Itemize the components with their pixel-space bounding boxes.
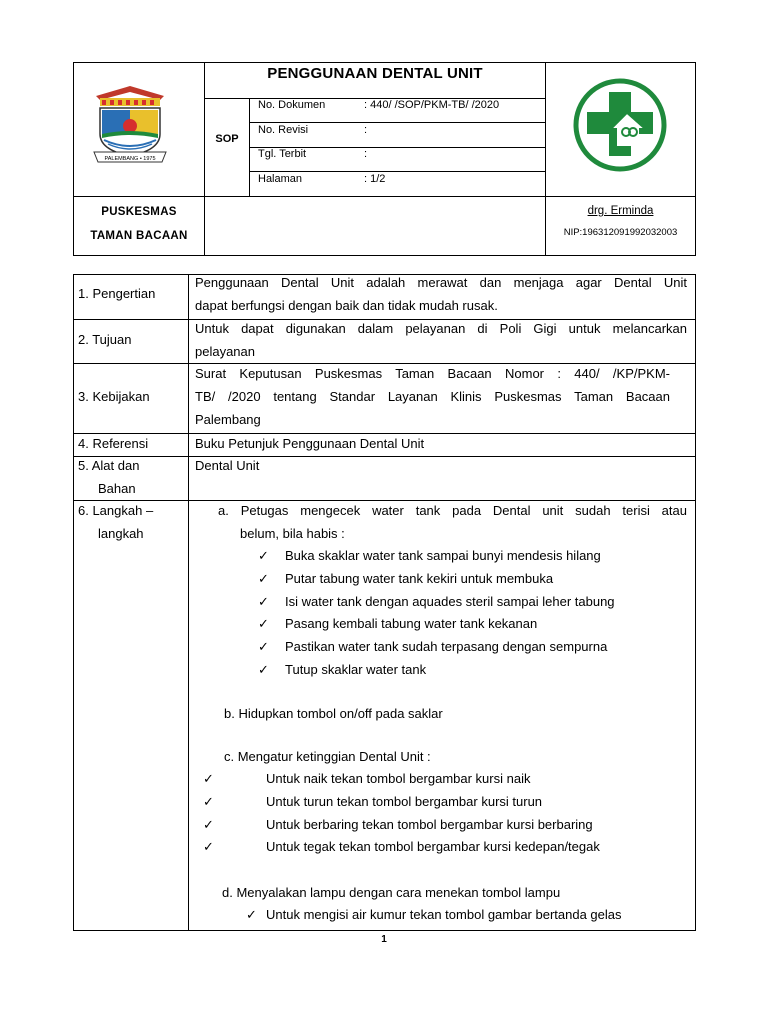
header-divider	[249, 122, 545, 123]
text-line: Untuk dapat digunakan dalam pelayanan di Poli Gigi untuk melancarkan	[195, 321, 687, 336]
text-line: pelayanan	[195, 344, 255, 359]
puskesmas-logo-icon	[573, 78, 667, 172]
check-icon: ✓	[203, 839, 214, 854]
step-a-item: Pastikan water tank sudah terpasang dengan sempurna	[285, 639, 608, 654]
section-label-pengertian: 1. Pengertian	[78, 286, 156, 301]
city-logo-icon	[90, 82, 170, 168]
step-c-item: Untuk berbaring tekan tombol bergambar kursi berbaring	[266, 817, 593, 832]
signer-name: drg. Erminda	[587, 205, 654, 217]
field-value-no-revisi: :	[364, 124, 368, 136]
check-icon: ✓	[258, 639, 269, 654]
step-a-item: Putar tabung water tank kekiri untuk membuka	[285, 571, 554, 586]
text-line: dapat berfungsi dengan baik dan tidak mudah rusak.	[195, 298, 498, 313]
section-label-kebijakan: 3. Kebijakan	[78, 389, 150, 404]
section-label-referensi: 4. Referensi	[78, 436, 149, 451]
section-text-kebijakan	[195, 362, 670, 431]
label-line: 6. Langkah –	[78, 503, 154, 518]
label-line: Bahan	[98, 481, 136, 496]
sop-label: SOP	[215, 133, 239, 145]
header-divider	[249, 171, 545, 172]
label-line: 5. Alat dan	[78, 458, 140, 473]
section-text-referensi: Buku Petunjuk Penggunaan Dental Unit	[195, 436, 425, 451]
check-icon: ✓	[203, 794, 214, 809]
section-text-alat-bahan: Dental Unit	[195, 458, 260, 473]
step-a-item: Isi water tank dengan aquades steril sampai leher tabung	[285, 594, 615, 609]
step-c-item: Untuk turun tekan tombol bergambar kursi turun	[266, 794, 543, 809]
step-a: a. Petugas mengecek water tank pada Dental unit sudah terisi atau	[218, 503, 687, 518]
document-title: PENGGUNAAN DENTAL UNIT	[267, 65, 483, 82]
step-a-item: Buka skaklar water tank sampai bunyi mendesis hilang	[285, 548, 601, 563]
table-row-divider	[73, 456, 696, 457]
header-divider	[73, 196, 696, 197]
text-line: Palembang	[195, 412, 261, 427]
field-value-no-dokumen: : 440/ /SOP/PKM-TB/ /2020	[364, 99, 500, 111]
check-icon: ✓	[258, 662, 269, 677]
text-line: Surat Keputusan Puskesmas Taman Bacaan Nomor : 440/ /KP/PKM-	[195, 366, 670, 381]
field-label-halaman: Halaman	[258, 173, 303, 185]
label-line: langkah	[98, 526, 144, 541]
step-a-item: Tutup skaklar water tank	[285, 662, 427, 677]
step-c-item: Untuk tegak tekan tombol bergambar kursi kedepan/tegak	[266, 839, 600, 854]
organization-line-2: TAMAN BACAAN	[90, 230, 188, 242]
check-icon: ✓	[258, 594, 269, 609]
signer-nip: NIP:196312091992032003	[563, 227, 678, 238]
check-icon: ✓	[246, 907, 257, 922]
step-a-continuation: belum, bila habis :	[240, 526, 345, 541]
step-c-item: Untuk naik tekan tombol bergambar kursi naik	[266, 771, 531, 786]
section-label-langkah	[78, 499, 153, 545]
field-label-tgl-terbit: Tgl. Terbit	[258, 148, 307, 160]
organization-line-1: PUSKESMAS	[101, 206, 177, 218]
table-column-divider	[188, 274, 189, 931]
check-icon: ✓	[258, 616, 269, 631]
step-d: d. Menyalakan lampu dengan cara menekan tombol lampu	[222, 885, 561, 900]
step-c: c. Mengatur ketinggian Dental Unit :	[224, 749, 431, 764]
check-icon: ✓	[203, 817, 214, 832]
section-label-alat-bahan	[78, 454, 139, 500]
text-line: TB/ /2020 tentang Standar Layanan Klinis Puskesmas Taman Bacaan	[195, 389, 670, 404]
step-b: b. Hidupkan tombol on/off pada saklar	[224, 706, 443, 721]
section-text-tujuan	[195, 317, 687, 363]
field-label-no-revisi: No. Revisi	[258, 124, 309, 136]
field-label-no-dokumen: No. Dokumen	[258, 99, 326, 111]
page-number: 1	[381, 934, 387, 945]
check-icon: ✓	[258, 571, 269, 586]
city-logo-banner: PALEMBANG • 1975	[104, 156, 156, 162]
section-text-pengertian	[195, 271, 687, 317]
step-d-item: Untuk mengisi air kumur tekan tombol gambar bertanda gelas	[266, 907, 622, 922]
field-value-tgl-terbit: :	[364, 148, 368, 160]
check-icon: ✓	[203, 771, 214, 786]
field-value-halaman: : 1/2	[364, 173, 386, 185]
text-line: Penggunaan Dental Unit adalah merawat dan menjaga agar Dental Unit	[195, 275, 687, 290]
section-label-tujuan: 2. Tujuan	[78, 332, 132, 347]
step-a-item: Pasang kembali tabung water tank kekanan	[285, 616, 538, 631]
check-icon: ✓	[258, 548, 269, 563]
organization-name	[74, 200, 204, 248]
